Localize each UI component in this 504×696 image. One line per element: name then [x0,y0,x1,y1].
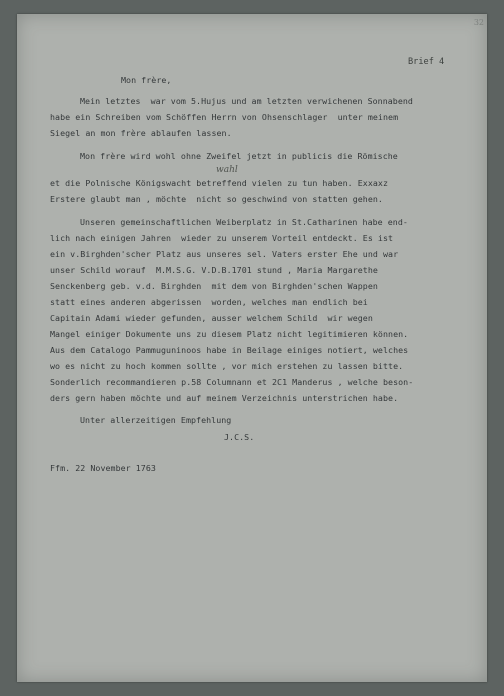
paragraph3-line: statt eines anderen abgerissen worden, welches man endlich bei [50,297,368,307]
letter-sheet [17,14,487,682]
paragraph2-line: Mon frère wird wohl ohne Zweifel jetzt in publicis die Römische [80,151,398,161]
paragraph3-line: wo es nicht zu hoch kommen sollte , vor mich erstehen zu lassen bitte. [50,361,404,371]
paragraph1-line: Mein letztes war vom 5.Hujus und am letzten verwichenen Sonnabend [80,96,413,106]
letter-number: Brief 4 [408,57,445,67]
paragraph3-line: Aus dem Catalogo Pammuguninoos habe in Beilage einiges notiert, welches [50,345,409,355]
paragraph2-line: Erstere glaubt man , möchte nicht so geschwind von statten gehen. [50,194,383,204]
paragraph3-line: lich nach einigen Jahren wieder zu unserem Vorteil entdeckt. Es ist [50,233,394,243]
archive-page-number: 32 [473,18,484,27]
paragraph3-line: ders gern haben möchte und auf meinem Verzeichnis unterstrichen habe. [50,393,399,403]
salutation: Mon frère, [121,75,172,85]
paragraph3-line: unser Schild worauf M.M.S.G. V.D.B.1701 stund , Maria Margarethe [50,265,378,275]
paragraph1-line: habe ein Schreiben vom Schöffen Herrn von Ohsenschlager unter meinem [50,112,399,122]
closing-phrase: Unter allerzeitigen Empfehlung [80,415,232,425]
signature-initials: J.C.S. [224,432,255,442]
paragraph3-line: Unseren gemeinschaftlichen Weiberplatz in St.Catharinen habe end- [80,217,408,227]
paragraph3-line: Mangel einiger Dokumente uns zu diesem Platz nicht legitimieren können. [50,329,409,339]
paragraph3-line: Sonderlich recommandieren p.58 Columnann et 2C1 Manderus , welche beson- [50,377,414,387]
paragraph2-line: et die Polnische Königswacht betreffend vielen zu tun haben. Exxaxz [50,178,389,188]
handwritten-correction: wahl [216,165,238,175]
paragraph3-line: Capitain Adami wieder gefunden, ausser welchem Schild wir wegen [50,313,373,323]
paragraph3-line: ein v.Birghden'scher Platz aus unseres sel. Vaters erster Ehe und war [50,249,399,259]
paragraph1-line: Siegel an mon frère ablaufen lassen. [50,128,232,138]
paragraph3-line: Senckenberg geb. v.d. Birghden mit dem von Birghden'schen Wappen [50,281,378,291]
place-and-date: Ffm. 22 November 1763 [50,463,156,473]
